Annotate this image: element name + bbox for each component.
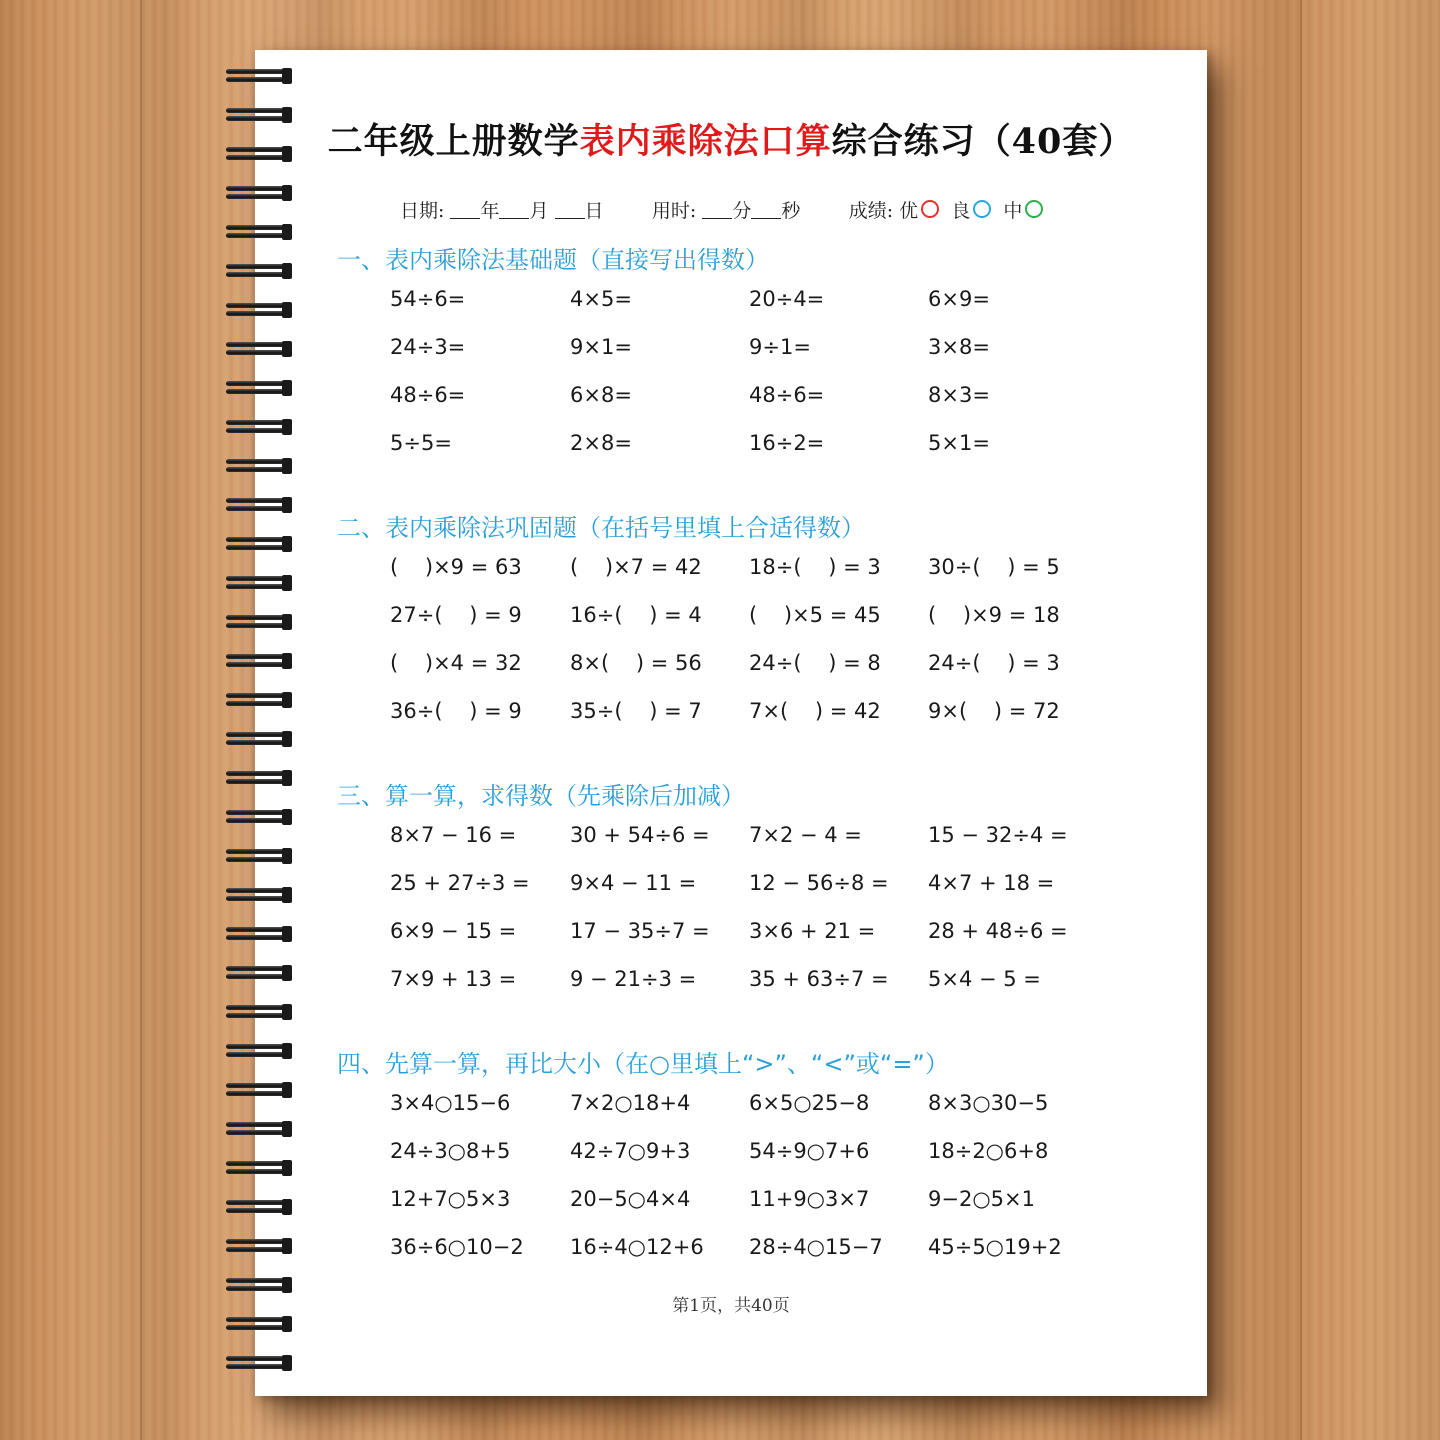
problem-row [390,823,1110,871]
math-problem[interactable]: 54÷9○7+6 [749,1139,870,1163]
time-label: 用时: [651,200,697,222]
good-label: 良 [951,200,971,222]
math-problem[interactable]: 17 − 35÷7 = [570,919,710,943]
spiral-ring [226,768,296,788]
spiral-ring [226,1158,296,1178]
math-problem[interactable]: 7×9 + 13 = [390,967,517,991]
spiral-ring [226,1197,296,1217]
math-problem[interactable]: 36÷6○10−2 [390,1235,524,1259]
problem-row [390,287,1110,335]
math-problem[interactable]: ( )×7 = 42 [570,555,702,579]
math-problem[interactable]: 3×4○15−6 [390,1091,511,1115]
month-blank[interactable] [499,200,529,219]
title-part-2-highlight: 表内乘除法口算 [579,121,832,162]
math-problem[interactable]: 6×9= [928,287,990,311]
math-problem[interactable]: 4×7 + 18 = [928,871,1055,895]
spiral-ring [226,651,296,671]
spiral-ring [226,1080,296,1100]
spiral-ring [226,963,296,983]
problem-row [390,603,1110,651]
problem-row [390,1091,1110,1139]
spiral-ring [226,612,296,632]
math-problem[interactable]: 35÷( ) = 7 [570,699,702,723]
math-problem[interactable]: 48÷6= [749,383,825,407]
math-problem[interactable]: 5×4 − 5 = [928,967,1041,991]
spiral-ring [226,1353,296,1373]
problem-row [390,651,1110,699]
excellent-label: 优 [899,200,919,222]
math-problem[interactable]: 30 + 54÷6 = [570,823,710,847]
math-problem[interactable]: 8×3○30−5 [928,1091,1049,1115]
math-problem[interactable]: 28 + 48÷6 = [928,919,1068,943]
title-part-3: 综合练习（40套） [831,121,1135,162]
math-problem[interactable]: 54÷6= [390,287,466,311]
math-problem[interactable]: 9−2○5×1 [928,1187,1035,1211]
spiral-ring [226,339,296,359]
math-problem[interactable]: ( )×4 = 32 [390,651,522,675]
math-problem[interactable]: 9×1= [570,335,632,359]
spiral-ring [226,846,296,866]
problem-grid [390,823,1110,1015]
spiral-ring [226,495,296,515]
spiral-ring [226,183,296,203]
problem-row [390,919,1110,967]
math-problem[interactable]: 24÷( ) = 8 [749,651,881,675]
math-problem[interactable]: 45÷5○19+2 [928,1235,1062,1259]
wood-grain [1300,0,1302,1440]
wood-grain [140,0,142,1440]
math-problem[interactable]: 5÷5= [390,431,452,455]
math-problem[interactable]: 24÷3○8+5 [390,1139,511,1163]
spiral-ring [226,534,296,554]
spiral-ring [226,417,296,437]
math-problem[interactable]: 24÷3= [390,335,466,359]
problem-row [390,871,1110,919]
problem-row [390,1187,1110,1235]
title-part-1: 二年级上册数学 [327,121,580,162]
math-problem[interactable]: 35 + 63÷7 = [749,967,889,991]
problem-grid [390,555,1110,747]
math-problem[interactable]: 27÷( ) = 9 [390,603,522,627]
minutes-label: 分 [732,200,752,222]
section-heading: 一、表内乘除法基础题（直接写出得数） [337,246,769,274]
spiral-ring [226,1119,296,1139]
problem-row [390,1139,1110,1187]
score-label: 成绩: [848,200,894,222]
math-problem[interactable]: 6×9 − 15 = [390,919,517,943]
spiral-ring [226,807,296,827]
date-label: 日期: [400,200,445,222]
math-problem[interactable]: 3×6 + 21 = [749,919,876,943]
math-problem[interactable]: 12 − 56÷8 = [749,871,889,895]
year-label: 年 [480,200,500,222]
math-problem[interactable]: 18÷( ) = 3 [749,555,881,579]
spiral-ring [226,729,296,749]
good-circle-icon[interactable] [973,200,991,218]
spiral-ring [226,456,296,476]
math-problem[interactable]: 7×2 − 4 = [749,823,862,847]
spiral-ring [226,690,296,710]
problem-row [390,699,1110,747]
section-heading: 四、先算一算，再比大小（在○里填上“>”、“<”或“=”） [337,1050,949,1078]
spiral-ring [226,1314,296,1334]
math-problem[interactable]: ( )×9 = 18 [928,603,1060,627]
problem-row [390,555,1110,603]
math-problem[interactable]: ( )×5 = 45 [749,603,881,627]
fair-circle-icon[interactable] [1025,200,1043,218]
math-problem[interactable]: 9 − 21÷3 = [570,967,697,991]
seconds-blank[interactable] [751,200,781,219]
section-heading: 三、算一算，求得数（先乘除后加减） [337,782,745,810]
spiral-ring [226,261,296,281]
problem-row [390,383,1110,431]
spiral-ring [226,1002,296,1022]
math-problem[interactable]: 5×1= [928,431,990,455]
spiral-binding [226,66,296,1386]
year-blank[interactable] [450,200,480,219]
math-problem[interactable]: ( )×9 = 63 [390,555,522,579]
minutes-blank[interactable] [702,200,732,219]
math-problem[interactable]: 16÷2= [749,431,825,455]
math-problem[interactable]: 7×2○18+4 [570,1091,691,1115]
section-heading: 二、表内乘除法巩固题（在括号里填上合适得数） [337,514,865,542]
math-problem[interactable]: 2×8= [570,431,632,455]
math-problem[interactable]: 8×( ) = 56 [570,651,702,675]
spiral-ring [226,573,296,593]
seconds-label: 秒 [781,200,801,222]
math-problem[interactable]: 15 − 32÷4 = [928,823,1068,847]
math-problem[interactable]: 6×8= [570,383,632,407]
page-footer: 第1页，共40页 [672,1296,790,1316]
math-problem[interactable]: 18÷2○6+8 [928,1139,1049,1163]
math-problem[interactable]: 9×( ) = 72 [928,699,1060,723]
math-problem[interactable]: 4×5= [570,287,632,311]
math-problem[interactable]: 11+9○3×7 [749,1187,870,1211]
math-problem[interactable]: 48÷6= [390,383,466,407]
math-problem[interactable]: 36÷( ) = 9 [390,699,522,723]
problem-row [390,431,1110,479]
math-problem[interactable]: 30÷( ) = 5 [928,555,1060,579]
math-problem[interactable]: 20÷4= [749,287,825,311]
page-title [255,114,1207,164]
math-problem[interactable]: 42÷7○9+3 [570,1139,691,1163]
day-label: 日 [584,200,604,222]
math-problem[interactable]: 3×8= [928,335,990,359]
math-problem[interactable]: 16÷4○12+6 [570,1235,704,1259]
fair-label: 中 [1003,200,1023,222]
math-problem[interactable]: 12+7○5×3 [390,1187,511,1211]
spiral-ring [226,1041,296,1061]
math-problem[interactable]: 8×3= [928,383,990,407]
spiral-ring [226,378,296,398]
excellent-circle-icon[interactable] [921,200,939,218]
spiral-ring [226,924,296,944]
math-problem[interactable]: 7×( ) = 42 [749,699,881,723]
spiral-ring [226,885,296,905]
math-problem[interactable]: 16÷( ) = 4 [570,603,702,627]
problem-grid [390,287,1110,479]
problem-grid [390,1091,1110,1283]
problem-row [390,967,1110,1015]
spiral-ring [226,222,296,242]
math-problem[interactable]: 20−5○4×4 [570,1187,691,1211]
math-problem[interactable]: 24÷( ) = 3 [928,651,1060,675]
problem-row [390,335,1110,383]
math-problem[interactable]: 9÷1= [749,335,811,359]
day-blank[interactable] [555,200,585,219]
spiral-ring [226,1236,296,1256]
spiral-ring [226,300,296,320]
month-label: 月 [529,200,549,222]
info-line [400,196,1043,223]
math-problem[interactable]: 9×4 − 11 = [570,871,697,895]
math-problem[interactable]: 6×5○25−8 [749,1091,870,1115]
math-problem[interactable]: 28÷4○15−7 [749,1235,883,1259]
spiral-ring [226,66,296,86]
math-problem[interactable]: 8×7 − 16 = [390,823,517,847]
math-problem[interactable]: 25 + 27÷3 = [390,871,530,895]
problem-row [390,1235,1110,1283]
